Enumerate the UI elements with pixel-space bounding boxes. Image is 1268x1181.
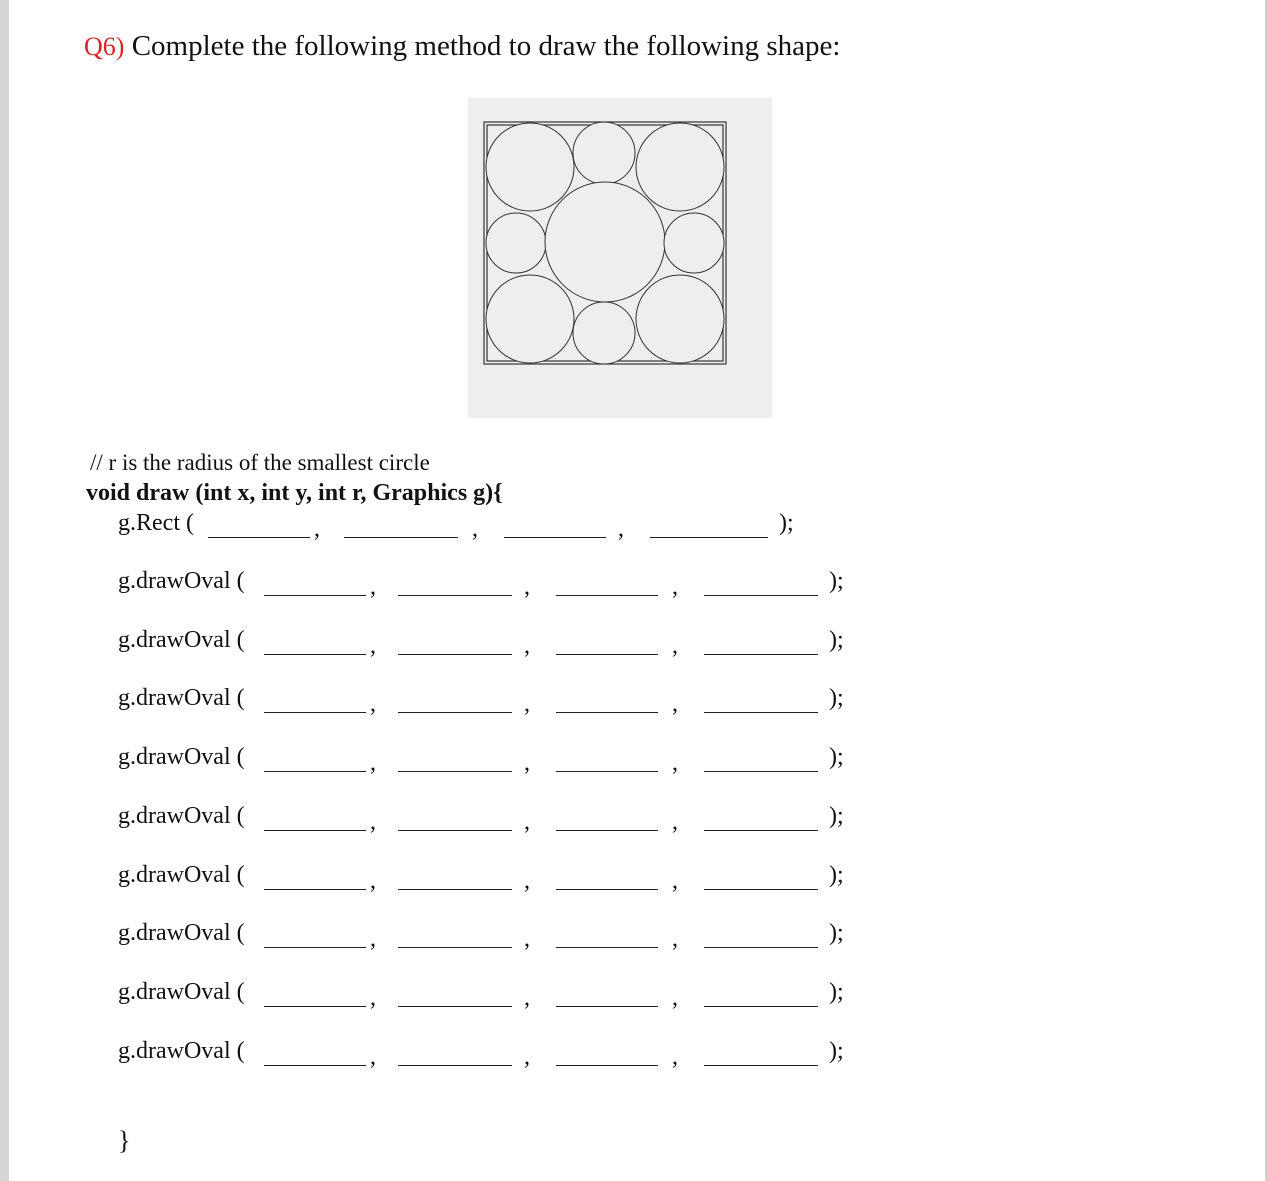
answer-blank[interactable] [264,654,366,655]
comma: , [370,1044,376,1070]
answer-blank[interactable] [398,771,512,772]
draw-oval-line [0,920,900,954]
comma: , [672,750,678,776]
comma: , [672,985,678,1011]
answer-blank[interactable] [264,1006,366,1007]
answer-blank[interactable] [556,771,658,772]
comma: , [524,985,530,1011]
draw-oval-label: g.drawOval ( [118,920,245,946]
answer-blank[interactable] [398,595,512,596]
comma: , [524,750,530,776]
draw-oval-label: g.drawOval ( [118,862,245,888]
circle-bottom-middle [573,302,635,364]
answer-blank[interactable] [556,889,658,890]
draw-oval-line [0,862,900,896]
comma: , [672,868,678,894]
comma: , [370,926,376,952]
comma: , [370,691,376,717]
line-end: ); [829,568,844,594]
comma: , [524,633,530,659]
comma: , [370,750,376,776]
answer-blank[interactable] [264,712,366,713]
rect-call-line [0,510,900,544]
comma: , [524,868,530,894]
comma: , [314,516,320,542]
draw-oval-line [0,803,900,837]
comma: , [524,574,530,600]
comma: , [672,574,678,600]
line-end: ); [829,744,844,770]
answer-blank[interactable] [556,1065,658,1066]
draw-oval-line [0,627,900,661]
draw-oval-line [0,685,900,719]
draw-oval-label: g.drawOval ( [118,568,245,594]
shape-drawing [468,98,772,418]
answer-blank[interactable] [556,595,658,596]
answer-blank[interactable] [208,537,310,538]
closing-brace: } [118,1126,131,1155]
circle-top-right [636,123,724,211]
draw-oval-line [0,979,900,1013]
answer-blank[interactable] [556,830,658,831]
comma: , [524,691,530,717]
comma: , [524,1044,530,1070]
comma: , [672,926,678,952]
draw-oval-label: g.drawOval ( [118,627,245,653]
answer-blank[interactable] [704,654,818,655]
answer-blank[interactable] [556,712,658,713]
answer-blank[interactable] [504,537,606,538]
circle-bottom-right [636,275,724,363]
draw-oval-label: g.drawOval ( [118,685,245,711]
question-number: Q6) [84,32,125,61]
line-end: ); [829,1038,844,1064]
answer-blank[interactable] [398,947,512,948]
comma: , [618,516,624,542]
answer-blank[interactable] [704,830,818,831]
answer-blank[interactable] [704,712,818,713]
comma: , [370,809,376,835]
comma: , [672,633,678,659]
comma: , [370,574,376,600]
line-end: ); [829,803,844,829]
answer-blank[interactable] [264,889,366,890]
method-signature: void draw (int x, int y, int r, Graphics g){ [86,480,503,506]
answer-blank[interactable] [344,537,458,538]
line-end: ); [829,920,844,946]
answer-blank[interactable] [704,595,818,596]
answer-blank[interactable] [264,1065,366,1066]
draw-oval-line [0,744,900,778]
answer-blank[interactable] [264,830,366,831]
draw-oval-line [0,568,900,602]
line-end: ); [829,979,844,1005]
draw-oval-label: g.drawOval ( [118,979,245,1005]
answer-blank[interactable] [398,1006,512,1007]
answer-blank[interactable] [398,1065,512,1066]
answer-blank[interactable] [704,771,818,772]
answer-blank[interactable] [650,537,768,538]
comma: , [370,868,376,894]
rect-call-label: g.Rect ( [118,510,194,536]
answer-blank[interactable] [264,595,366,596]
answer-blank[interactable] [704,947,818,948]
circle-top-left [486,123,574,211]
answer-blank[interactable] [556,654,658,655]
answer-blank[interactable] [398,654,512,655]
answer-blank[interactable] [264,947,366,948]
draw-oval-label: g.drawOval ( [118,1038,245,1064]
answer-blank[interactable] [264,771,366,772]
code-comment: // r is the radius of the smallest circle [90,450,430,475]
comma: , [672,809,678,835]
circle-bottom-left [486,275,574,363]
circle-middle-right [664,213,724,273]
line-end: ); [829,627,844,653]
answer-blank[interactable] [556,947,658,948]
comma: , [524,809,530,835]
answer-blank[interactable] [398,889,512,890]
answer-blank[interactable] [398,712,512,713]
comma: , [370,633,376,659]
line-end: ); [829,685,844,711]
shape-figure [468,98,772,418]
draw-oval-line [0,1038,900,1072]
comma: , [472,516,478,542]
comma: , [672,691,678,717]
circle-top-middle [573,122,635,184]
answer-blank[interactable] [556,1006,658,1007]
question-text: Complete the following method to draw the following shape: [131,30,841,62]
answer-blank[interactable] [704,889,818,890]
answer-blank[interactable] [398,830,512,831]
question-title [84,30,840,63]
comma: , [524,926,530,952]
draw-oval-label: g.drawOval ( [118,803,245,829]
comma: , [370,985,376,1011]
circle-middle-left [486,213,546,273]
circle-center [545,182,665,302]
line-end: ); [779,510,794,536]
draw-oval-label: g.drawOval ( [118,744,245,770]
line-end: ); [829,862,844,888]
comma: , [672,1044,678,1070]
answer-blank[interactable] [704,1065,818,1066]
answer-blank[interactable] [704,1006,818,1007]
